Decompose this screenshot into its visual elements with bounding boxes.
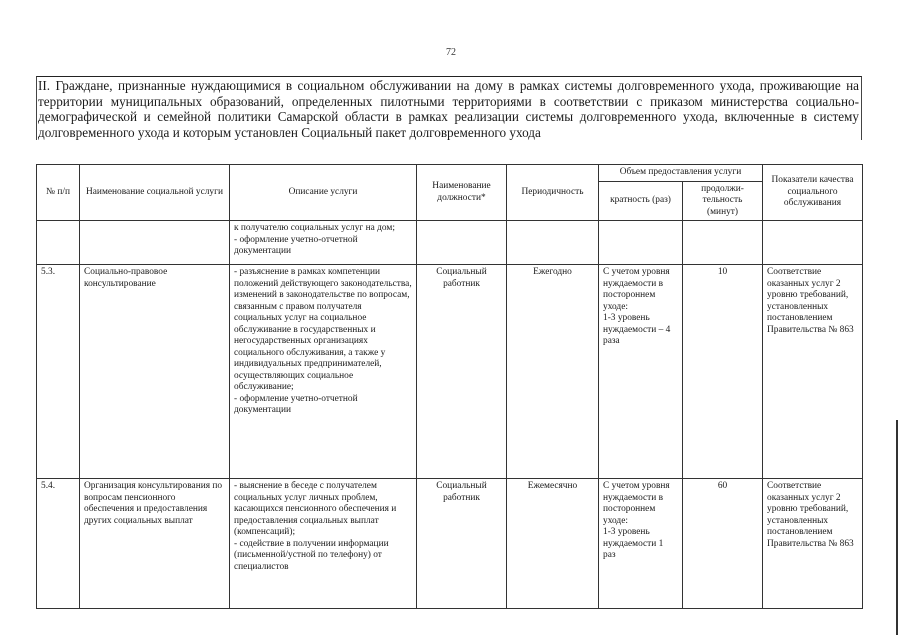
table-row [37, 265, 863, 479]
col-header-description: Описание услуги [230, 165, 417, 221]
page-number: 72 [446, 47, 456, 58]
col-header-quality: Показатели качества социального обслуживания [763, 165, 863, 221]
table-row [37, 479, 863, 609]
cell-quality: Соответствие оказанных услуг 2 уровню требований, установленных постановлением Правительства № 863 [763, 479, 863, 609]
col-header-duration: продолжи-тельность (минут) [683, 181, 763, 221]
cell-description: - разъяснение в рамках компетенции положений действующего законодательства, изменений в законодательстве по вопросам, связанным с правом получателя социальных услуг на социальное обслуживание в государственных и негосударственных организациях социального обслуживания, а также у индивидуальных предпринимателей, осуществляющих социальное обслуживание; - оформление учетно-отчетной документации [230, 265, 417, 479]
cell-periodicity: Ежегодно [507, 265, 599, 479]
cell-multiplicity: С учетом уровня нуждаемости в постороннем уходе: 1-3 уровень нуждаемости 1 раз [599, 479, 683, 609]
cell-description: к получателю социальных услуг на дом; - оформление учетно-отчетной документации [230, 221, 417, 265]
cell-service-name: Социально-правовое консультирование [80, 265, 230, 479]
cell-quality: Соответствие оказанных услуг 2 уровню требований, установленных постановлением Правительства № 863 [763, 265, 863, 479]
cell-periodicity: Ежемесячно [507, 479, 599, 609]
cell-num: 5.4. [37, 479, 80, 609]
cell-duration [683, 221, 763, 265]
cell-position [417, 221, 507, 265]
cell-num [37, 221, 80, 265]
cell-num: 5.3. [37, 265, 80, 479]
cell-duration: 10 [683, 265, 763, 479]
services-table [36, 164, 863, 609]
cell-service-name [80, 221, 230, 265]
col-header-service-name: Наименование социальной услуги [80, 165, 230, 221]
header-row [37, 165, 863, 182]
col-header-volume: Объем предоставления услуги [599, 165, 763, 182]
col-header-num: № п/п [37, 165, 80, 221]
table-row [37, 221, 863, 265]
col-header-position: Наименование должности* [417, 165, 507, 221]
cell-service-name: Организация консультирования по вопросам пенсионного обеспечения и предоставления других социальных выплат [80, 479, 230, 609]
scan-edge-line [896, 420, 898, 635]
col-header-multiplicity: кратность (раз) [599, 181, 683, 221]
section-heading: II. Граждане, признанные нуждающимися в социальном обслуживании на дому в рамках системы долговременного ухода, проживающие на территории муниципальных образований, определенных пилотными территориями в соответствии с приказом министерства социально-демографической и семейной политики Самарской области в рамках реализации системы долговременного ухода, включенные в систему долговременного ухода и которым установлен Социальный пакет долговременного ухода [36, 76, 862, 140]
cell-multiplicity: С учетом уровня нуждаемости в постороннем уходе: 1-3 уровень нуждаемости – 4 раза [599, 265, 683, 479]
cell-periodicity [507, 221, 599, 265]
cell-duration: 60 [683, 479, 763, 609]
col-header-periodicity: Периодичность [507, 165, 599, 221]
cell-multiplicity [599, 221, 683, 265]
cell-description: - выяснение в беседе с получателем социальных услуг личных проблем, касающихся пенсионного обеспечения и предоставления социальных выплат (компенсаций); - содействие в получении информации (письменной/устной по телефону) от специалистов [230, 479, 417, 609]
cell-position: Социальный работник [417, 265, 507, 479]
cell-quality [763, 221, 863, 265]
cell-position: Социальный работник [417, 479, 507, 609]
